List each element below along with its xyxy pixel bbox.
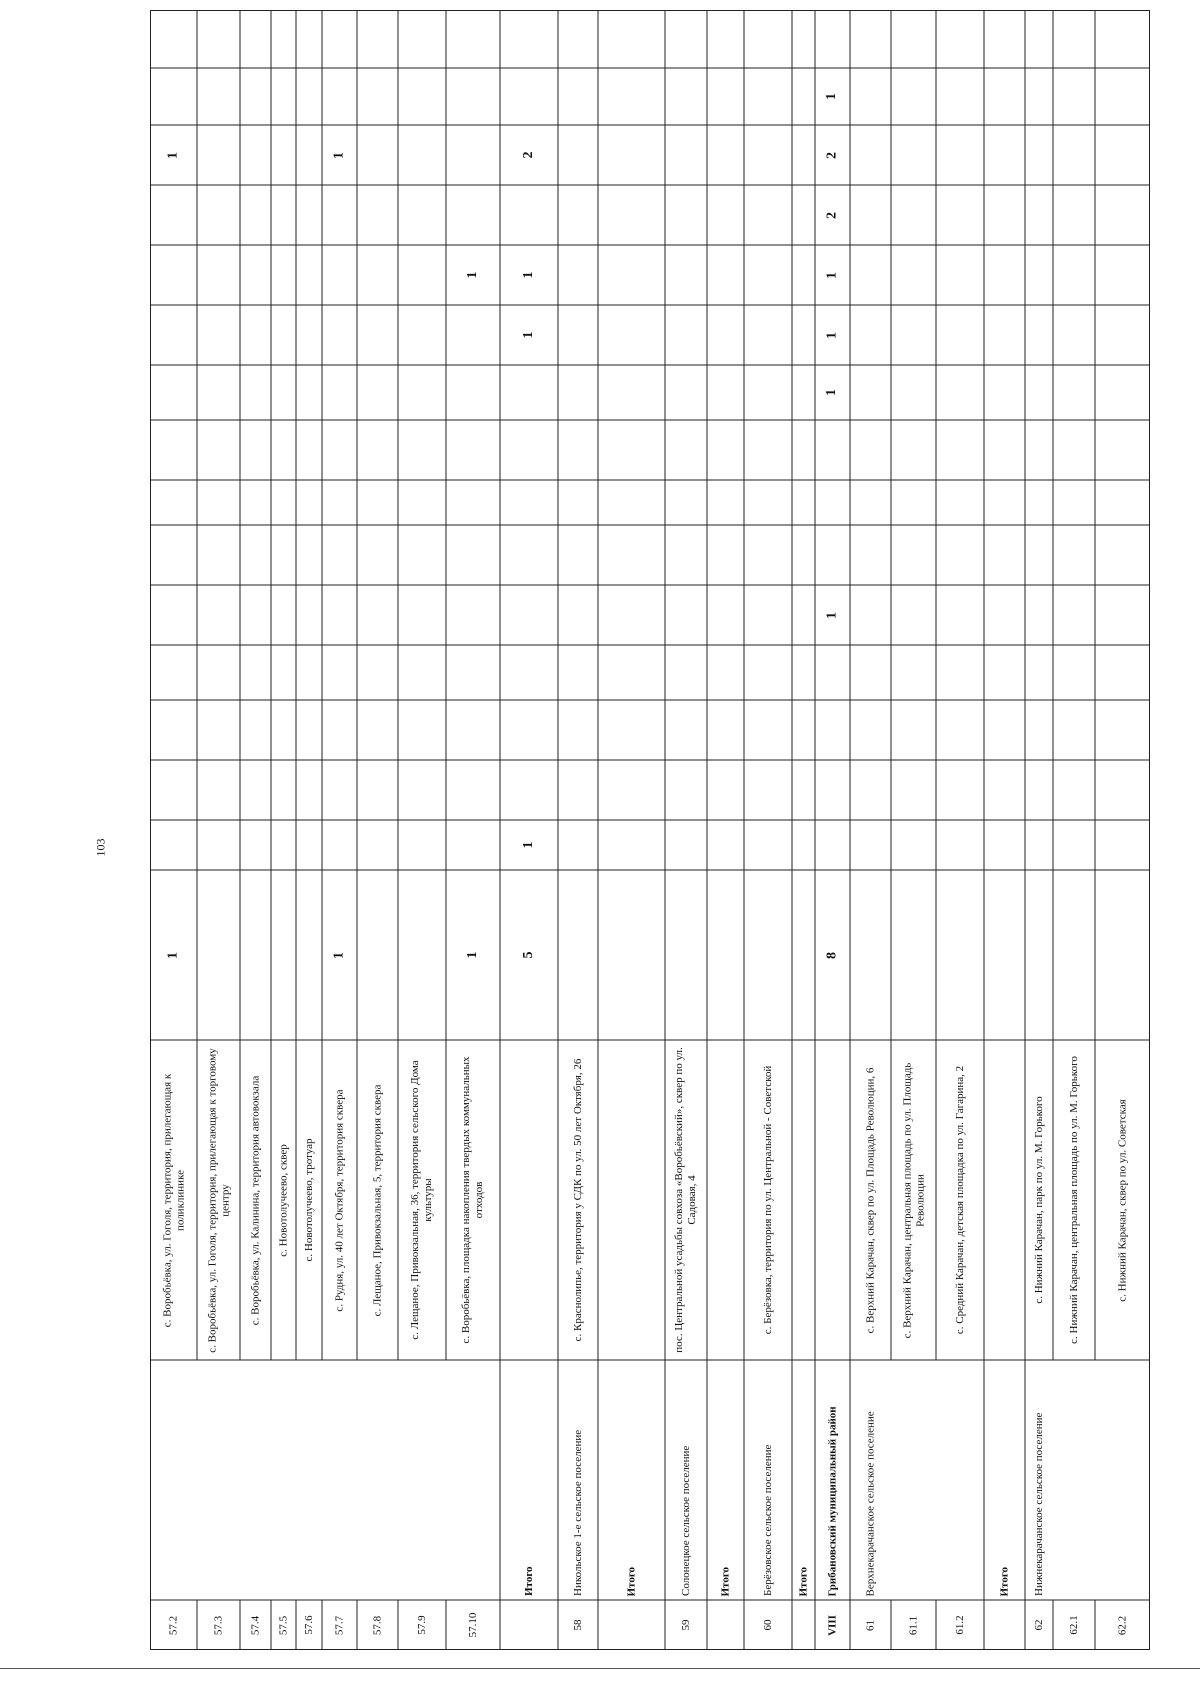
row-name: Нижнекарачанское сельское поселение xyxy=(1032,1412,1045,1596)
row-location: с. Нижний Карачан, парк по ул. М. Горького xyxy=(1032,1096,1045,1304)
row-id: 59 xyxy=(679,1619,692,1631)
cell-value: 1 xyxy=(824,93,840,100)
row-name: Никольское 1-е сельское поселение xyxy=(571,1429,584,1596)
cell-value: 8 xyxy=(824,951,840,959)
row-location: с. Лещаное, Привокзальная, 5, территория сквера xyxy=(371,1084,384,1316)
cell-value: 1 xyxy=(824,611,840,619)
row-name: Итого xyxy=(719,1566,732,1596)
cell-value: 1 xyxy=(824,389,840,396)
row-id: VIII xyxy=(826,1614,839,1636)
row-id: 61.1 xyxy=(907,1615,920,1635)
row-location: с. Новотолучеево, тротуар xyxy=(302,1138,315,1262)
row-location: с. Новотолучеево, сквер xyxy=(277,1143,290,1257)
data-table xyxy=(150,10,1150,1650)
cell-value: 1 xyxy=(331,951,347,959)
cell-value: 1 xyxy=(520,271,536,279)
cell-value: 2 xyxy=(520,151,536,159)
bottom-rule xyxy=(0,1668,1200,1669)
row-location: с. Воробьёвка, ул. Гоголя, территория, прилегающая к торговому центру xyxy=(205,1047,231,1353)
row-location: с. Верхний Карачан, сквер по ул. Площадь Революции, 6 xyxy=(864,1067,877,1333)
page-number: 103 xyxy=(93,838,108,857)
row-location: с. Рудня, ул. 40 лет Октября, территория сквера xyxy=(333,1088,346,1312)
row-location: с. Лещаное, Привокзальная, 36, территория сельского Дома культуры xyxy=(409,1060,434,1340)
row-name: Грибановский муниципальный район xyxy=(826,1405,839,1596)
row-location: с. Воробьёвка, площадка накопления твердых коммунальных отходов xyxy=(460,1056,485,1344)
cell-value: 1 xyxy=(165,151,181,159)
cell-value: 1 xyxy=(331,151,347,159)
cell-value: 1 xyxy=(824,331,840,339)
row-id: 61 xyxy=(864,1619,877,1631)
row-id: 62.2 xyxy=(1116,1615,1129,1635)
row-id: 57.5 xyxy=(277,1615,290,1635)
row-location: с. Нижний Карачан, центральная площадь по ул. М. Горького xyxy=(1067,1056,1080,1344)
row-name: Верхнекарачанское сельское поселение xyxy=(864,1410,877,1596)
row-name: Солонецкое сельское поселение xyxy=(679,1445,692,1596)
row-location: с. Воробьёвка, ул. Калинина, территория автовокзала xyxy=(249,1075,262,1325)
row-id: 57.7 xyxy=(333,1615,346,1635)
row-location: с. Средний Карачан, детская площадка по ул. Гагарина, 2 xyxy=(953,1065,966,1335)
row-id: 57.8 xyxy=(371,1615,384,1635)
cell-value: 5 xyxy=(520,951,536,959)
cell-value: 1 xyxy=(165,951,181,959)
row-name: Итого xyxy=(522,1566,535,1596)
row-id: 57.4 xyxy=(249,1615,262,1635)
cell-value: 1 xyxy=(520,331,536,339)
row-id: 57.2 xyxy=(167,1615,180,1635)
row-id: 57.6 xyxy=(302,1615,315,1635)
row-id: 58 xyxy=(571,1619,584,1631)
row-location: с. Краснолипье, территория у СДК по ул. 50 лет Октября, 26 xyxy=(571,1058,584,1342)
row-id: 57.9 xyxy=(415,1615,428,1635)
cell-value: 2 xyxy=(824,151,840,159)
row-location: с. Нижний Карачан, сквер по ул. Советская xyxy=(1116,1098,1129,1302)
row-name: Итого xyxy=(998,1566,1011,1596)
row-name: Итого xyxy=(797,1566,810,1596)
row-location: с. Воробьёвка, ул. Гоголя, территория, прилегающая к поликлинике xyxy=(160,1073,186,1327)
row-id: 60 xyxy=(761,1619,774,1631)
cell-value: 1 xyxy=(464,271,480,279)
row-location: с. Берёзовка, территория по ул. Центральной - Советской xyxy=(761,1065,774,1335)
row-location: пос. Центральной усадьбы совхоза «Воробьёвский», сквер по ул. Садовая, 4 xyxy=(673,1047,698,1353)
row-location: с. Верхний Карачан, центральная площадь по ул. Площадь Революции xyxy=(900,1062,926,1338)
cell-value: 1 xyxy=(464,951,480,959)
row-id: 57.10 xyxy=(466,1612,479,1638)
row-name: Итого xyxy=(625,1566,638,1596)
row-name: Берёзовское сельское поселение xyxy=(761,1444,774,1596)
row-id: 57.3 xyxy=(212,1615,225,1635)
row-id: 61.2 xyxy=(953,1615,966,1635)
cell-value: 2 xyxy=(824,211,840,219)
cell-value: 1 xyxy=(520,841,536,849)
row-id: 62.1 xyxy=(1067,1615,1080,1635)
cell-value: 1 xyxy=(824,271,840,279)
row-id: 62 xyxy=(1032,1619,1045,1631)
